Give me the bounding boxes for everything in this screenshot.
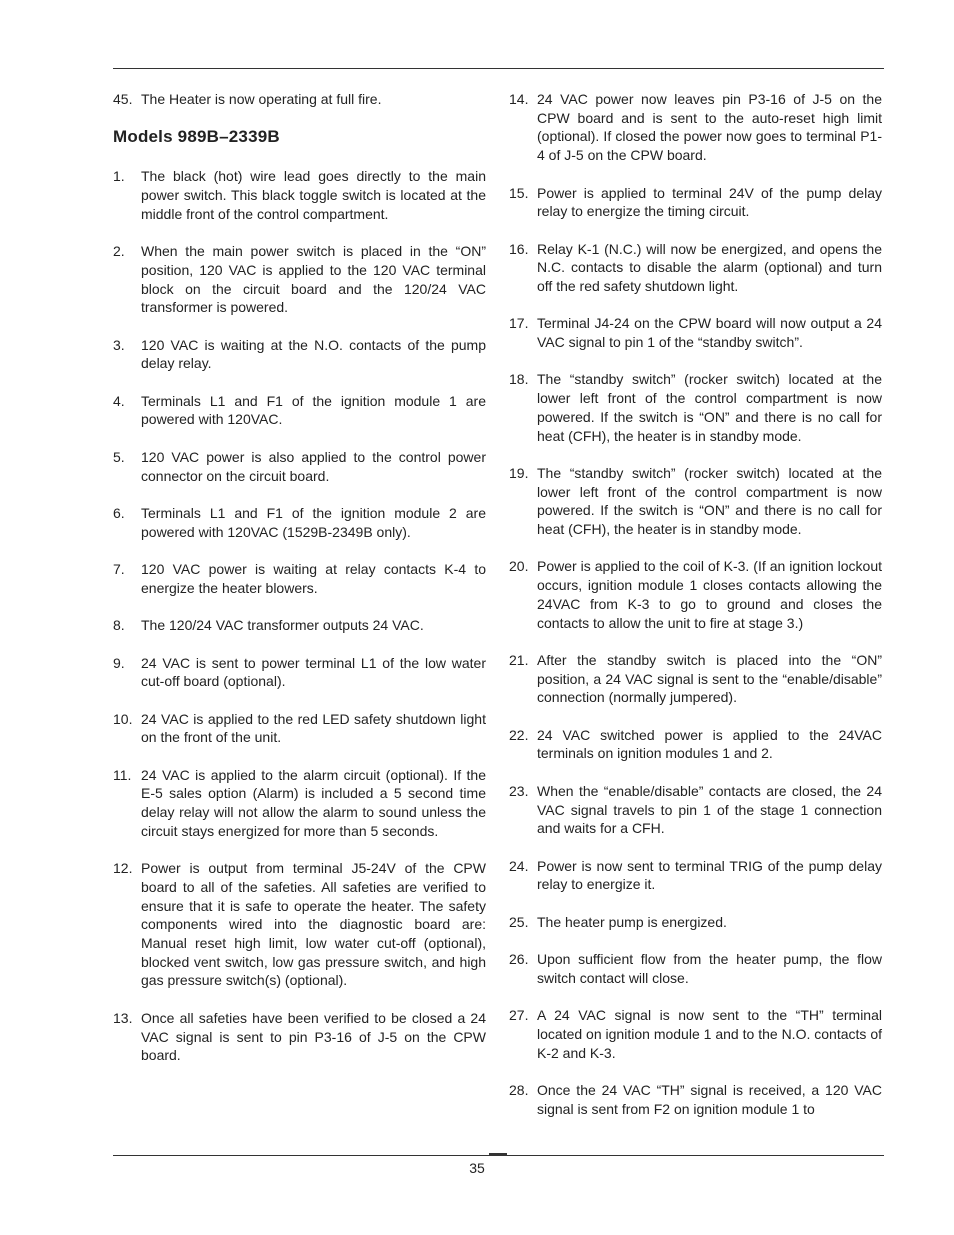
list-item [113, 859, 486, 990]
section-heading: Models 989B–2339B [113, 127, 280, 147]
list-item [113, 167, 486, 223]
list-item-number: 6. [113, 504, 125, 521]
list-item-text: Once all safeties have been verified to be closed a 24 VAC signal is sent to pin P3-16 of J-5 on the CPW board. [141, 1009, 486, 1064]
list-item-text: Power is applied to terminal 24V of the pump delay relay to energize the timing circuit. [537, 184, 882, 220]
list-item-text: Power is applied to the coil of K-3. (If an ignition lockout occurs, ignition module 1 closes contacts allowing the 24VAC from K-3 to go to ground and closes the contacts to allow the unit to fire at stage 3.) [537, 558, 882, 631]
list-item [113, 710, 486, 747]
left-list [113, 167, 486, 1065]
list-item-number: 23. [509, 782, 529, 799]
list-item [509, 857, 882, 894]
list-item: 45. The Heater is now operating at full fire. [113, 91, 382, 107]
right-list [509, 90, 882, 1118]
list-item [113, 560, 486, 597]
list-item-number: 28. [509, 1082, 529, 1099]
list-item-number: 3. [113, 336, 125, 353]
list-item-number: 12. [113, 860, 133, 877]
list-item-number: 5. [113, 448, 125, 465]
list-item-number: 10. [113, 710, 133, 727]
list-item-text: Power is now sent to terminal TRIG of the pump delay relay to energize it. [537, 857, 882, 893]
list-item [509, 1006, 882, 1062]
list-item-number: 22. [509, 726, 529, 743]
list-item-number: 2. [113, 243, 125, 260]
list-item-number: 14. [509, 91, 529, 107]
list-item-text: 120 VAC is waiting at the N.O. contacts of the pump delay relay. [141, 336, 486, 372]
list-item-number: 8. [113, 617, 125, 634]
list-item-text: Terminal J4-24 on the CPW board will now output a 24 VAC signal to pin 1 of the “standby switch”. [537, 315, 882, 351]
list-item [509, 240, 882, 296]
list-item-number: 17. [509, 315, 529, 332]
header-rule [113, 68, 884, 69]
list-item [509, 90, 882, 165]
list-item-text: 24 VAC power now leaves pin P3-16 of J-5 on the CPW board and is sent to the auto-reset high limit (optional). If closed the power now goes to terminal P1-4 of J-5 on the CPW board. [537, 91, 882, 164]
list-item-text: When the “enable/disable” contacts are closed, the 24 VAC signal travels to pin 1 of the stage 1 connection and waits for a CFH. [537, 782, 882, 837]
list-item [509, 184, 882, 221]
list-item-number: 21. [509, 651, 529, 668]
list-item [509, 782, 882, 838]
list-item-number: 27. [509, 1007, 529, 1024]
list-item-number: 9. [113, 654, 125, 671]
list-item-text: 120 VAC power is waiting at relay contacts K-4 to energize the heater blowers. [141, 561, 486, 596]
list-item-number: 16. [509, 240, 529, 257]
list-item [113, 616, 486, 635]
list-item-number: 15. [509, 184, 529, 201]
list-item-text: Power is output from terminal J5-24V of the CPW board to all of the safeties. All safeties are verified to ensure that it is safe to operate the heater. The safety components wired into the diagnostic board are: Manual reset high limit, low water cut-off (optional), blocked vent switch, low gas pressure switch, and high gas pressure switch(s) (optional). [141, 860, 486, 989]
list-item [113, 242, 486, 317]
list-item [113, 766, 486, 841]
footer-rule-mark [489, 1153, 507, 1155]
list-item-number: 24. [509, 857, 529, 874]
right-column [509, 90, 882, 1137]
list-item [509, 464, 882, 539]
list-item-text: 120 VAC power is also applied to the control power connector on the circuit board. [141, 448, 486, 484]
list-item-number: 11. [113, 766, 132, 783]
list-item-number: 13. [113, 1009, 133, 1026]
list-item-text: The heater pump is energized. [537, 913, 727, 930]
list-item [113, 448, 486, 485]
footer-rule [113, 1155, 884, 1156]
list-item-text: The “standby switch” (rocker switch) located at the lower left front of the control compartment is now powered. If the switch is “ON” and there is no call for heat (CFH), the heater is in standby mode. [537, 464, 882, 538]
list-item-text: A 24 VAC signal is now sent to the “TH” terminal located on ignition module 1 and to the N.O. contacts of K-2 and K-3. [537, 1007, 882, 1061]
list-item-number: 1. [113, 168, 125, 185]
list-item [509, 726, 882, 763]
list-item-text: 24 VAC is applied to the red LED safety shutdown light on the front of the unit. [141, 710, 486, 746]
list-item-text: The black (hot) wire lead goes directly to the main power switch. This black toggle switch is located at the middle front of the control compartment. [141, 168, 486, 222]
list-item-text: The 120/24 VAC transformer outputs 24 VAC. [141, 617, 424, 634]
list-item-number: 19. [509, 464, 529, 481]
list-item [509, 314, 882, 351]
list-item-number: 20. [509, 558, 529, 575]
list-item [113, 336, 486, 373]
list-item-number: 4. [113, 392, 125, 409]
list-item [509, 557, 882, 632]
list-item [113, 1009, 486, 1065]
list-item-text: Terminals L1 and F1 of the ignition module 2 are powered with 120VAC (1529B-2349B only). [141, 504, 486, 540]
list-item [113, 654, 486, 691]
list-item-text: 24 VAC switched power is applied to the 24VAC terminals on ignition modules 1 and 2. [537, 726, 882, 762]
list-item-number: 26. [509, 951, 529, 968]
list-item [113, 392, 486, 429]
list-item-text: 24 VAC is applied to the alarm circuit (optional). If the E-5 sales option (Alarm) is included a 5 second time delay relay will not allow the alarm to sound unless the circuit stays energized for more than 5 seconds. [141, 766, 486, 839]
left-column [113, 90, 486, 1084]
list-item-text: Relay K-1 (N.C.) will now be energized, and opens the N.C. contacts to disable the alarm (optional) and turn off the red safety shutdown light. [537, 240, 882, 294]
list-item [509, 370, 882, 445]
list-item [509, 913, 882, 932]
list-item [509, 950, 882, 987]
list-item-number: 18. [509, 371, 529, 388]
list-item-text: When the main power switch is placed in the “ON” position, 120 VAC is applied to the 120 VAC terminal block on the circuit board and the 120/24 VAC transformer is powered. [141, 243, 486, 316]
list-item-text: Upon sufficient flow from the heater pump, the flow switch contact will close. [537, 951, 882, 986]
list-item-number: 7. [113, 561, 125, 578]
list-item-text: After the standby switch is placed into the “ON” position, a 24 VAC signal is sent to the “enable/disable” connection (normally jumpered). [537, 651, 882, 706]
list-item [509, 1081, 882, 1118]
list-item [509, 651, 882, 707]
list-item-text: The “standby switch” (rocker switch) located at the lower left front of the control compartment is now powered. If the switch is “ON” and there is no call for heat (CFH), the heater is in standby mode. [537, 371, 882, 444]
list-item [113, 504, 486, 541]
page-number: 35 [469, 1160, 485, 1176]
list-item-text: Terminals L1 and F1 of the ignition module 1 are powered with 120VAC. [141, 392, 486, 428]
list-item-text: 24 VAC is sent to power terminal L1 of the low water cut-off board (optional). [141, 654, 486, 690]
list-item-number: 25. [509, 913, 529, 930]
list-item-text: Once the 24 VAC “TH” signal is received, a 120 VAC signal is sent from F2 on ignition module 1 to [537, 1082, 882, 1117]
